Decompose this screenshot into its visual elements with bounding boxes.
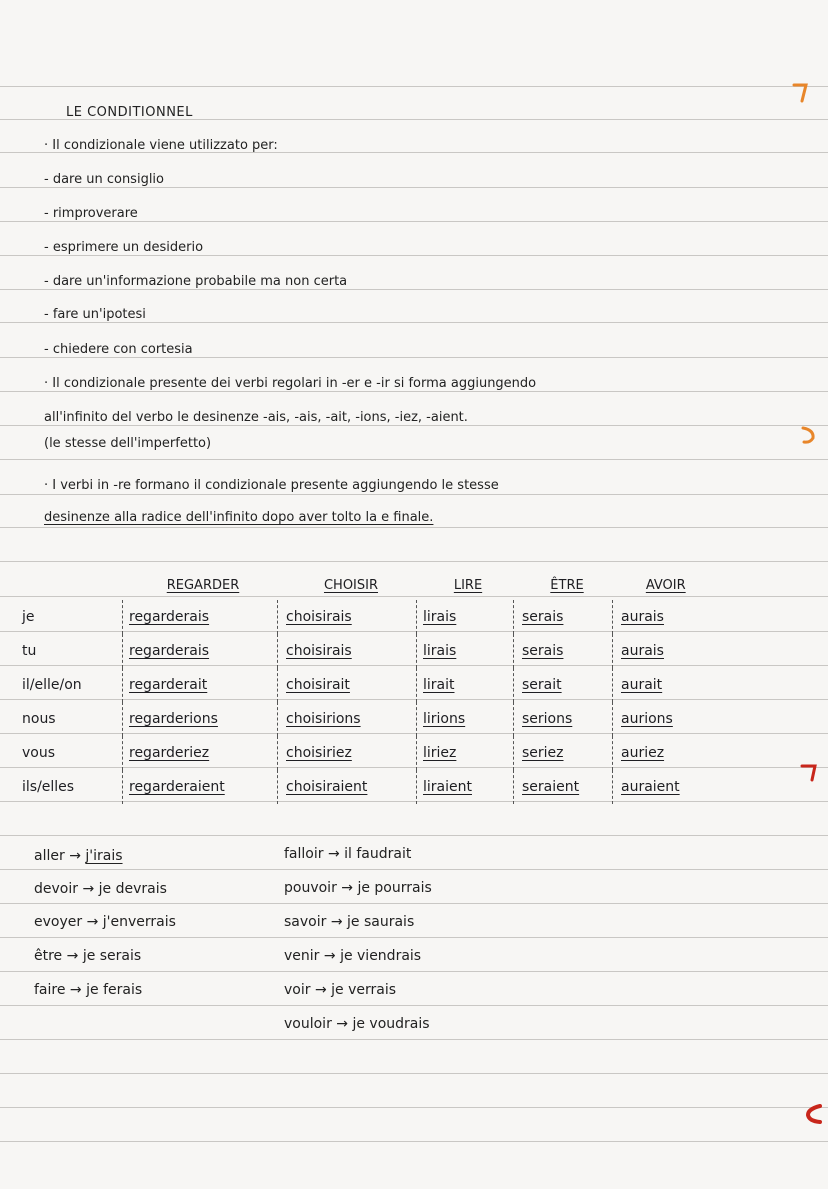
verb-form: je verrais: [331, 982, 397, 998]
irregular-item: [34, 982, 142, 998]
verb-form: je saurais: [347, 914, 415, 930]
table-cell: seraient: [514, 770, 613, 804]
verb: être: [34, 948, 63, 964]
verb: venir: [284, 948, 320, 964]
irregular-item: [284, 880, 432, 896]
pronoun: je: [22, 609, 35, 625]
table-cell: choisirait: [278, 668, 417, 702]
verb-form: je voudrais: [352, 1016, 430, 1032]
verb: vouloir: [284, 1016, 332, 1032]
rule-line: all'infinito del verbo le desinenze -ais, -ais, -ait, -ions, -iez, -aient.: [44, 410, 468, 425]
irregular-item: [284, 982, 396, 998]
table-cell: serions: [514, 702, 613, 736]
intro-text: · Il condizionale viene utilizzato per:: [44, 138, 278, 153]
verb: savoir: [284, 914, 327, 930]
table-cell: regarderaient: [123, 770, 278, 804]
binder-ring-icon: [800, 424, 818, 446]
verb-form: je viendrais: [340, 948, 422, 964]
table-cell: lirait: [417, 668, 514, 702]
irregular-item: [284, 914, 414, 930]
verb-form: je pourrais: [357, 880, 432, 896]
irregular-item: [284, 948, 421, 964]
table-row: [22, 702, 711, 736]
table-header-row: [22, 570, 711, 600]
rule-line: (le stesse dell'imperfetto): [44, 436, 212, 451]
irregular-item: [284, 1016, 430, 1032]
table-row: [22, 668, 711, 702]
table-cell: choisirais: [278, 634, 417, 668]
table-cell: aurait: [613, 668, 712, 702]
verb: pouvoir: [284, 880, 337, 896]
verb-form: j'enverrais: [102, 914, 176, 930]
table-row: [22, 600, 711, 634]
list-item: - esprimere un desiderio: [44, 240, 204, 255]
table-cell: aurais: [613, 634, 712, 668]
rule-line: desinenze alla radice dell'infinito dopo aver tolto la e finale.: [44, 510, 434, 525]
arrow-icon: →: [341, 880, 354, 896]
table-cell: choisirais: [278, 600, 417, 634]
pronoun: tu: [22, 643, 37, 659]
arrow-icon: →: [69, 848, 81, 864]
table-cell: regarderait: [123, 668, 278, 702]
rule-line: · Il condizionale presente dei verbi regolari in -er e -ir si forma aggiungendo: [44, 376, 537, 391]
irregular-item: [34, 914, 176, 930]
conjugation-table: [22, 570, 711, 804]
table-row: [22, 736, 711, 770]
pronoun: vous: [22, 745, 56, 761]
list-item: - rimproverare: [44, 206, 138, 221]
table-cell: choisiriez: [278, 736, 417, 770]
verb-form: il faudrait: [344, 846, 412, 862]
table-cell: regarderais: [123, 634, 278, 668]
pronoun: ils/elles: [22, 779, 75, 795]
verb-form: j'irais: [85, 848, 123, 864]
table-cell: seriez: [514, 736, 613, 770]
table-cell: lirais: [417, 634, 514, 668]
binder-ring-icon: [800, 762, 818, 784]
list-item: - dare un'informazione probabile ma non certa: [44, 274, 348, 289]
arrow-icon: →: [330, 914, 343, 930]
irregular-item: [34, 848, 123, 864]
arrow-icon: →: [69, 982, 82, 998]
table-cell: regarderais: [123, 600, 278, 634]
table-cell: serais: [514, 634, 613, 668]
table-row: [22, 770, 711, 804]
verb: aller: [34, 848, 65, 864]
irregular-item: [34, 881, 167, 897]
header-etre: ÊTRE: [550, 577, 584, 593]
binder-ring-icon: [804, 1103, 822, 1125]
table-cell: lirais: [417, 600, 514, 634]
header-choisir: CHOISIR: [323, 577, 379, 593]
arrow-icon: →: [327, 846, 340, 862]
table-cell: choisiraient: [278, 770, 417, 804]
table-cell: liriez: [417, 736, 514, 770]
pronoun: nous: [22, 711, 56, 727]
table-cell: aurions: [613, 702, 712, 736]
verb: devoir: [34, 881, 78, 897]
arrow-icon: →: [82, 881, 95, 897]
header-avoir: AVOIR: [645, 577, 686, 593]
header-lire: LIRE: [453, 577, 483, 593]
verb: faire: [34, 982, 66, 998]
table-cell: liraient: [417, 770, 514, 804]
pronoun: il/elle/on: [22, 677, 82, 693]
arrow-icon: →: [323, 948, 336, 964]
arrow-icon: →: [336, 1016, 349, 1032]
table-cell: choisirions: [278, 702, 417, 736]
binder-ring-icon: [792, 82, 810, 104]
list-item: - fare un'ipotesi: [44, 307, 146, 322]
table-cell: lirions: [417, 702, 514, 736]
irregular-item: [34, 948, 141, 964]
page-title: LE CONDITIONNEL: [66, 105, 193, 120]
arrow-icon: →: [314, 982, 327, 998]
verb: evoyer: [34, 914, 83, 930]
table-cell: auriez: [613, 736, 712, 770]
list-item: - chiedere con cortesia: [44, 342, 193, 357]
arrow-icon: →: [66, 948, 79, 964]
arrow-icon: →: [86, 914, 99, 930]
table-row: [22, 634, 711, 668]
table-cell: serais: [514, 600, 613, 634]
verb-form: je serais: [82, 948, 142, 964]
verb: voir: [284, 982, 311, 998]
table-cell: regarderiez: [123, 736, 278, 770]
header-regarder: REGARDER: [166, 577, 240, 593]
verb-form: je ferais: [86, 982, 143, 998]
verb: falloir: [284, 846, 324, 862]
table-cell: aurais: [613, 600, 712, 634]
table-cell: serait: [514, 668, 613, 702]
rule-line: · I verbi in -re formano il condizionale presente aggiungendo le stesse: [44, 478, 499, 493]
list-item: - dare un consiglio: [44, 172, 164, 187]
verb-form: je devrais: [98, 881, 167, 897]
table-cell: regarderions: [123, 702, 278, 736]
irregular-item: [284, 846, 411, 862]
table-cell: auraient: [613, 770, 712, 804]
